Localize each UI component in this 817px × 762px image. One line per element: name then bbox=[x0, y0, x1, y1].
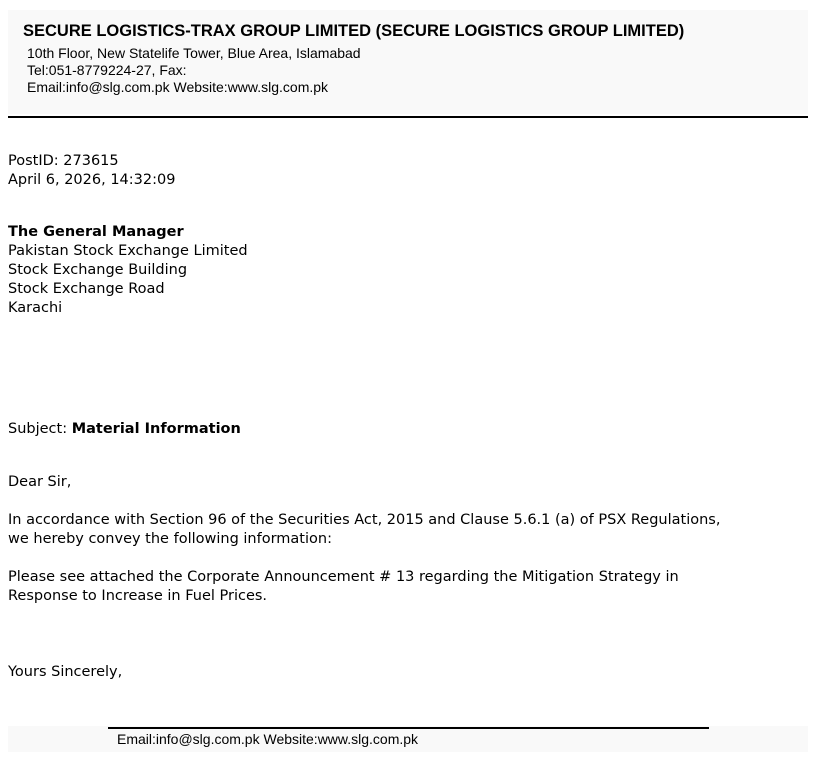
post-id: PostID: 273615 bbox=[8, 153, 119, 169]
company-phone-fax: Tel:051-8779224-27, Fax: bbox=[27, 62, 187, 78]
footer-divider bbox=[108, 727, 709, 729]
paragraph-2-line-1: Please see attached the Corporate Announcement # 13 regarding the Mitigation Strategy in bbox=[8, 569, 679, 585]
company-email-website: Email:info@slg.com.pk Website:www.slg.com.pk bbox=[27, 79, 329, 95]
company-name: SECURE LOGISTICS-TRAX GROUP LIMITED (SECURE LOGISTICS GROUP LIMITED) bbox=[23, 22, 685, 40]
footer-email-website: Email:info@slg.com.pk Website:www.slg.com.pk bbox=[117, 731, 419, 747]
paragraph-1-line-2: we hereby convey the following information: bbox=[8, 531, 332, 547]
salutation: Dear Sir, bbox=[8, 474, 72, 490]
subject-value: Material Information bbox=[71, 421, 241, 437]
recipient-line-4: Karachi bbox=[8, 300, 63, 316]
subject-label: Subject: bbox=[8, 421, 72, 437]
paragraph-1-line-1: In accordance with Section 96 of the Securities Act, 2015 and Clause 5.6.1 (a) of PSX Regulations, bbox=[8, 512, 721, 528]
post-datetime: April 6, 2026, 14:32:09 bbox=[8, 172, 176, 188]
recipient-title: The General Manager bbox=[8, 224, 184, 240]
header-divider bbox=[8, 116, 808, 118]
recipient-line-3: Stock Exchange Road bbox=[8, 281, 165, 297]
recipient-line-2: Stock Exchange Building bbox=[8, 262, 188, 278]
subject-line bbox=[8, 420, 241, 439]
company-address: 10th Floor, New Statelife Tower, Blue Area, Islamabad bbox=[27, 45, 361, 61]
recipient-line-1: Pakistan Stock Exchange Limited bbox=[8, 243, 248, 259]
closing: Yours Sincerely, bbox=[8, 664, 123, 680]
paragraph-2-line-2: Response to Increase in Fuel Prices. bbox=[8, 588, 268, 604]
